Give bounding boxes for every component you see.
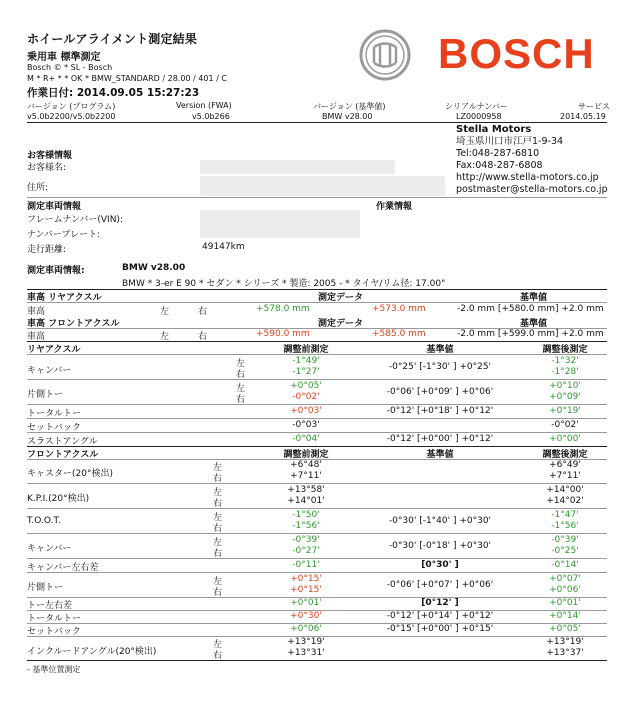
divider xyxy=(27,379,607,380)
work-section-title: 作業情報 xyxy=(376,202,413,212)
front-camber-left-before: -0°39' xyxy=(292,535,320,545)
front-setback-base: -0°15' [+0°00' ] +0°15' xyxy=(386,624,494,634)
left-label: 左 xyxy=(213,488,223,498)
thrust-angle-label: スラストアングル xyxy=(27,437,98,447)
front-total-toe-base: -0°12' [+0°14' ] +0°12' xyxy=(386,611,494,621)
divider xyxy=(27,508,607,509)
vehicle-model-label: 測定車両情報: xyxy=(27,266,85,276)
included-angle-label: インクルードアングル(20°検出) xyxy=(27,647,157,657)
rear-height-right: +573.0 mm xyxy=(372,304,426,314)
front-height-base-header: 基準値 xyxy=(520,319,548,329)
toe-diff-before: +0°01' xyxy=(290,598,322,608)
divider xyxy=(27,558,607,559)
front-toe-right-after: +0°06' xyxy=(549,585,581,595)
left-label: 左 xyxy=(213,640,223,650)
rear-col-before: 調整前測定 xyxy=(283,345,329,355)
rear-total-toe-base: -0°12' [+0°18' ] +0°12' xyxy=(386,406,494,416)
kpi-right-after: +14°02' xyxy=(546,496,584,506)
toe-diff-label: トー左右差 xyxy=(27,601,73,611)
front-total-toe-before: +0°30' xyxy=(290,611,322,621)
shop-info xyxy=(456,124,608,196)
right-label: 右 xyxy=(213,588,223,598)
rear-toe-right-after: +0°09' xyxy=(549,392,581,402)
front-setback-label: セットバック xyxy=(27,627,81,637)
service-label: サービス xyxy=(578,102,610,111)
left-label: 左 xyxy=(236,359,246,369)
kpi-left-before: +13°58' xyxy=(287,485,325,495)
base-version-label: バージョン (基準値) xyxy=(313,102,386,111)
divider xyxy=(27,660,607,661)
rear-col-after: 調整後測定 xyxy=(542,345,588,355)
camber-diff-base: [0°30' ] xyxy=(421,560,459,570)
shop-tel: Tel:048-287-6810 xyxy=(456,148,540,159)
shop-url: http://www.stella-motors.co.jp xyxy=(456,172,599,183)
rear-camber-right-before: -1°27' xyxy=(292,367,320,377)
front-camber-left-after: -0°39' xyxy=(551,535,579,545)
rear-setback-before: -0°03' xyxy=(292,420,320,430)
right-label: 右 xyxy=(198,332,208,342)
mileage-value: 49147km xyxy=(202,242,245,252)
toot-label: T.O.O.T. xyxy=(27,516,61,526)
left-label: 左 xyxy=(213,513,223,523)
front-toe-label: 片側トー xyxy=(27,583,64,593)
rear-toe-left-after: +0°10' xyxy=(549,381,581,391)
camber-diff-after: -0°14' xyxy=(551,560,579,570)
toot-base: -0°30' [-1°40' ] +0°30' xyxy=(388,516,492,526)
right-label: 右 xyxy=(213,474,223,484)
thrust-angle-base: -0°12' [+0°00' ] +0°12' xyxy=(386,434,494,444)
included-left-before: +13°19' xyxy=(287,637,325,647)
front-axle-title: フロントアクスル xyxy=(27,450,99,460)
right-label: 右 xyxy=(213,651,223,661)
rear-total-toe-after: +0°19' xyxy=(549,406,581,416)
front-toe-left-before: +0°15' xyxy=(290,574,322,584)
front-toe-right-before: +0°15' xyxy=(290,585,322,595)
rear-camber-left-before: -1°49' xyxy=(292,356,320,366)
front-height-left: +590.0 mm xyxy=(256,329,310,339)
right-label: 右 xyxy=(213,499,223,509)
rear-camber-right-after: -1°28' xyxy=(551,367,579,377)
divider xyxy=(27,404,607,405)
front-total-toe-label: トータルトー xyxy=(27,614,82,624)
customer-section-title: お客様情報 xyxy=(27,151,73,161)
kpi-right-before: +14°01' xyxy=(287,496,325,506)
base-version-value: BMW v28.00 xyxy=(322,112,373,121)
front-col-base: 基準値 xyxy=(426,450,454,460)
caster-left-before: +6°48' xyxy=(290,460,322,470)
caster-left-after: +6°49' xyxy=(549,460,581,470)
left-label: 左 xyxy=(213,463,223,473)
plate-label: ナンバープレート: xyxy=(27,230,101,240)
divider xyxy=(27,572,607,573)
front-height-title: 車高 フロントアクスル xyxy=(27,319,120,329)
left-label: 左 xyxy=(213,577,223,587)
rear-height-left: +578.0 mm xyxy=(256,304,310,314)
rear-height-base: -2.0 mm [+580.0 mm] +2.0 mm xyxy=(457,304,604,314)
serial-number-label: シリアルナンバー xyxy=(445,102,508,111)
shop-address: 埼玉県川口市江戸1-9-34 xyxy=(456,136,564,147)
rear-total-toe-label: トータルトー xyxy=(27,409,82,419)
work-date: 作業日付: 2014.09.05 15:27:23 xyxy=(27,87,200,99)
front-setback-before: +0°06' xyxy=(290,624,322,634)
camber-diff-label: キャンバー左右差 xyxy=(27,563,99,573)
front-col-before: 調整前測定 xyxy=(283,450,329,460)
divider xyxy=(27,302,607,303)
program-version-value: v5.0b2200/v5.0b2200 xyxy=(27,112,116,121)
front-camber-right-before: -0°27' xyxy=(292,546,320,556)
rear-col-base: 基準値 xyxy=(426,345,454,355)
toe-diff-base: [0°12' ] xyxy=(421,598,459,608)
rear-setback-label: セットバック xyxy=(27,423,81,433)
left-label: 左 xyxy=(236,384,246,394)
camber-diff-before: -0°11' xyxy=(292,560,320,570)
vehicle-model-value: BMW v28.00 xyxy=(122,263,186,273)
front-total-toe-after: +0°14' xyxy=(549,611,581,621)
shop-name: Stella Motors xyxy=(456,124,532,135)
right-label: 右 xyxy=(213,549,223,559)
rear-toe-base: -0°06' [+0°09' ] +0°06' xyxy=(386,387,494,397)
rear-toe-right-before: -0°02' xyxy=(292,392,320,402)
left-label: 左 xyxy=(213,538,223,548)
customer-address-label: 住所: xyxy=(27,183,49,193)
measurement-type: 乗用車 標準測定 xyxy=(27,52,101,63)
front-toe-base: -0°06' [+0°07' ] +0°06' xyxy=(386,580,494,590)
toot-right-after: -1°56' xyxy=(551,521,579,531)
system-line: Bosch © * SL - Bosch xyxy=(27,63,113,72)
customer-address-redacted xyxy=(200,176,445,196)
footer-note: - 基準位置測定 xyxy=(27,665,81,674)
kpi-left-after: +14°00' xyxy=(546,485,584,495)
toot-left-before: -1°50' xyxy=(292,510,320,520)
divider xyxy=(27,483,607,484)
rear-camber-label: キャンバー xyxy=(27,366,72,376)
vin-label: フレームナンバー(VIN): xyxy=(27,215,123,225)
bosch-wordmark: BOSCH xyxy=(438,30,595,77)
shop-fax: Fax:048-287-6808 xyxy=(456,160,543,171)
program-version-label: バージョン (プログラム) xyxy=(27,102,116,111)
toot-left-after: -1°47' xyxy=(551,510,579,520)
bosch-armature-logo xyxy=(358,28,412,82)
thrust-angle-after: +0°00' xyxy=(549,434,581,444)
rear-camber-base: -0°25' [-1°30' ] +0°25' xyxy=(388,362,492,372)
divider xyxy=(27,533,607,534)
divider xyxy=(27,418,607,419)
left-label: 左 xyxy=(160,307,170,317)
spec-line: M * R+ * * OK * BMW_STANDARD / 28.00 / 401 / C xyxy=(27,74,227,83)
customer-name-label: お客様名: xyxy=(27,163,67,173)
included-left-after: +13°19' xyxy=(546,637,584,647)
service-value: 2014.05.19 xyxy=(560,112,606,121)
right-label: 右 xyxy=(236,395,246,405)
front-setback-after: +0°05' xyxy=(549,624,581,634)
divider xyxy=(27,432,607,433)
front-height-row-label: 車高 xyxy=(27,332,46,342)
left-label: 左 xyxy=(160,332,170,342)
rear-height-base-header: 基準値 xyxy=(520,293,548,303)
vin-redacted xyxy=(200,210,360,238)
rear-toe-label: 片側トー xyxy=(27,390,64,400)
included-right-before: +13°31' xyxy=(287,648,325,658)
rear-setback-after: -0°02' xyxy=(551,420,579,430)
toe-diff-after: +0°01' xyxy=(549,598,581,608)
rear-height-measure-header: 測定データ xyxy=(318,293,364,303)
rear-height-title: 車高 リヤアクスル xyxy=(27,293,102,303)
rear-height-row-label: 車高 xyxy=(27,307,46,317)
caster-label: キャスター(20°検出) xyxy=(27,469,113,479)
divider xyxy=(27,197,607,198)
toot-right-before: -1°56' xyxy=(292,521,320,531)
thrust-angle-before: -0°04' xyxy=(292,434,320,444)
divider xyxy=(27,122,607,123)
front-col-after: 調整後測定 xyxy=(542,450,588,460)
rear-toe-left-before: +0°05' xyxy=(290,381,322,391)
right-label: 右 xyxy=(236,370,246,380)
shop-email: postmaster@stella-motors.co.jp xyxy=(456,184,608,195)
vehicle-section-title: 測定車両情報 xyxy=(27,202,82,212)
serial-number-value: LZ0000958 xyxy=(456,112,502,121)
front-height-measure-header: 測定データ xyxy=(318,319,364,329)
front-height-right: +585.0 mm xyxy=(372,329,426,339)
rear-camber-left-after: -1°32' xyxy=(551,356,579,366)
fwa-version-label: Version (FWA) xyxy=(176,101,232,110)
customer-name-redacted xyxy=(200,160,395,174)
caster-right-after: +7°11' xyxy=(549,471,581,481)
report-title: ホイールアライメント測定結果 xyxy=(27,32,198,46)
right-label: 右 xyxy=(213,524,223,534)
rear-axle-title: リヤアクスル xyxy=(27,345,81,355)
front-camber-right-after: -0°25' xyxy=(551,546,579,556)
front-height-base: -2.0 mm [+599.0 mm] +2.0 mm xyxy=(457,329,604,339)
included-right-after: +13°37' xyxy=(546,648,584,658)
front-camber-label: キャンバー xyxy=(27,544,72,554)
front-camber-base: -0°30' [-0°18' ] +0°30' xyxy=(388,541,492,551)
vehicle-model-detail: BMW * 3-er E 90 * セダン * シリーズ * 製造: 2005 - * タイヤ/リム径: 17.00" xyxy=(122,279,446,289)
divider xyxy=(27,354,607,355)
mileage-label: 走行距離: xyxy=(27,245,67,255)
kpi-label: K.P.I.(20°検出) xyxy=(27,494,90,504)
rear-total-toe-before: +0°03' xyxy=(290,406,322,416)
fwa-version-value: v5.0b266 xyxy=(192,112,230,121)
caster-right-before: +7°11' xyxy=(290,471,322,481)
front-toe-left-after: +0°07' xyxy=(549,574,581,584)
right-label: 右 xyxy=(198,307,208,317)
